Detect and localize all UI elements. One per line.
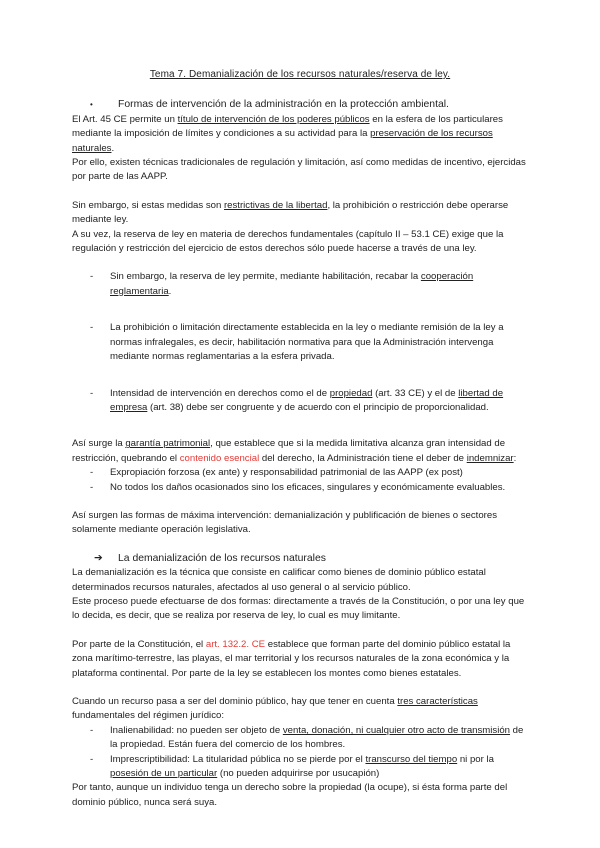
- underlined-text: indemnizar: [466, 452, 514, 464]
- underlined-text: transcurso del tiempo: [365, 753, 458, 765]
- text-run: :: [513, 452, 517, 464]
- underlined-text: preservación de los recursos naturales: [72, 128, 493, 154]
- underlined-text: libertad de empresa: [110, 387, 504, 413]
- paragraph-art45: [72, 113, 528, 156]
- text-run: Intensidad de intervención en derechos como el de: [110, 387, 330, 399]
- text-run: El Art. 45 CE permite un: [72, 113, 178, 125]
- paragraph-restrictivas: [72, 199, 528, 228]
- underlined-text: garantía patrimonial: [125, 438, 211, 450]
- text-run: del derecho, la Administración tiene el deber de: [259, 452, 467, 464]
- paragraph-maxima-intervencion: Así surgen las formas de máxima intervención: demanialización y publificación de bienes o sectores solamente mediante operación legislativa.: [72, 509, 498, 536]
- text-run: Sin embargo, si estas medidas son: [72, 199, 224, 211]
- heading-text: La demanialización de los recursos naturales: [118, 552, 326, 564]
- list-item-intensidad: [72, 387, 528, 416]
- underlined-text: tres características: [397, 696, 478, 707]
- paragraph-tecnica: La demanialización es la técnica que consiste en calificar como bienes de dominio público estatal determinados recursos naturales, afectados al uso general o al servicio público.: [72, 567, 486, 593]
- text-run: (art. 38) debe ser congruente y de acuerdo con el principio de proporcionalidad.: [147, 401, 489, 413]
- text-run: en la esfera de los particulares mediante la imposición de límites y condiciones a su actividad para la: [72, 113, 503, 140]
- list-item-inalienabilidad: [72, 724, 528, 753]
- text-run: La prohibición o limitación directamente establecida en la ley o mediante remisión de la ley a normas infralegales, es decir, habilitación normativa para que la Administración intervenga mediante normas reglamentarias a la esfera privada.: [110, 322, 504, 363]
- paragraph-caracteristicas: [72, 695, 528, 724]
- text-run: .: [111, 142, 115, 154]
- text-run: (art. 33 CE) y el de: [372, 387, 459, 399]
- text-run: Imprescriptibilidad: La titularidad pública no se pierde por el: [110, 753, 366, 765]
- arrow-icon: ➔: [94, 552, 103, 564]
- text-run: , la prohibición o restricción debe operarse mediante ley.: [72, 199, 509, 226]
- underlined-text: propiedad: [329, 387, 373, 399]
- bullet-icon: •: [90, 100, 93, 110]
- document-body: [72, 68, 528, 810]
- text-run: ni por la: [457, 753, 494, 765]
- text-run: , que establece que si la medida limitativa alcanza gran intensidad de restricción, quebrando el: [72, 438, 506, 464]
- paragraph-proceso: Este proceso puede efectuarse de dos formas: directamente a través de la Constitución, o por una ley que lo decida, es decir, que se realiza por reserva de ley, lo cual es muy limitante.: [72, 595, 525, 622]
- dash-icon: -: [90, 481, 94, 493]
- paragraph-garantia: [72, 437, 528, 466]
- text-run: (no pueden adquirirse por usucapión): [217, 768, 380, 780]
- section-heading-intervention: [72, 98, 528, 112]
- text-run: establece que forman parte del dominio público estatal la zona marítimo-terrestre, las playas, el mar territorial y los recursos naturales de la zona económica y la plataforma continental. Por parte de la ley se establecen los montes como bienes estatales.: [72, 638, 511, 679]
- dash-icon: -: [90, 467, 94, 479]
- text-run: Cuando un recurso pasa a ser del dominio público, hay que tener en cuenta: [72, 696, 398, 707]
- list-item-cooperacion: [72, 270, 528, 299]
- text-run: Sin embargo, la reserva de ley permite, mediante habilitación, recabar la: [110, 271, 421, 283]
- list-item-prohibicion: [72, 321, 528, 364]
- dash-icon: -: [90, 724, 94, 736]
- text-run: .: [168, 285, 172, 297]
- paragraph-tecnicas: Por ello, existen técnicas tradicionales de regulación y limitación, así como medidas de incentivo, ejercidas por parte de las AAPP.: [72, 157, 526, 183]
- paragraph-reserva-ley: A su vez, la reserva de ley en materia de derechos fundamentales (capítulo II – 53.1 CE) exige que la regulación y restricción del ejercicio de estos derechos sólo puede hacerse a través de una ley.: [72, 228, 504, 255]
- text-run: Por parte de la Constitución, el: [72, 638, 206, 650]
- underlined-text: título de intervención de los poderes públicos: [177, 113, 370, 125]
- page-title: Tema 7. Demanialización de los recursos naturales/reserva de ley.: [149, 69, 451, 80]
- underlined-text: cooperación reglamentaria: [110, 271, 474, 297]
- dash-icon: -: [90, 322, 94, 334]
- section-heading-demanializacion: [72, 552, 528, 566]
- highlighted-text: contenido esencial: [179, 452, 260, 464]
- paragraph-conclusion: Por tanto, aunque un individuo tenga un derecho sobre la propiedad (la ocupe), si ésta forma parte del dominio público, nunca será suya.: [72, 782, 508, 808]
- list-item-imprescriptibilidad: [72, 753, 528, 782]
- text-run: Inalienabilidad: no pueden ser objeto de: [110, 724, 283, 736]
- dash-icon: -: [90, 387, 94, 399]
- underlined-text: posesión de un particular: [110, 768, 218, 780]
- list-item-expropiacion: [72, 466, 528, 480]
- text-run: de la propiedad. Están fuera del comercio de los hombres.: [110, 724, 524, 751]
- heading-text: Formas de intervención de la administración en la protección ambiental.: [118, 99, 449, 111]
- dash-icon: -: [90, 753, 94, 765]
- paragraph-constitucion: [72, 638, 528, 681]
- text-run: fundamentales del régimen jurídico:: [72, 710, 224, 722]
- list-item-danos: [72, 481, 528, 495]
- text-run: Así surge la: [72, 438, 126, 450]
- dash-icon: -: [90, 271, 94, 283]
- text-run: Expropiación forzosa (ex ante) y responsabilidad patrimonial de las AAPP (ex post): [110, 467, 463, 479]
- highlighted-text: art. 132.2. CE: [205, 638, 266, 650]
- underlined-text: venta, donación, ni cualquier otro acto de transmisión: [282, 724, 511, 736]
- text-run: No todos los daños ocasionados sino los eficaces, singulares y económicamente evaluables.: [110, 481, 506, 493]
- underlined-text: restrictivas de la libertad: [223, 199, 328, 211]
